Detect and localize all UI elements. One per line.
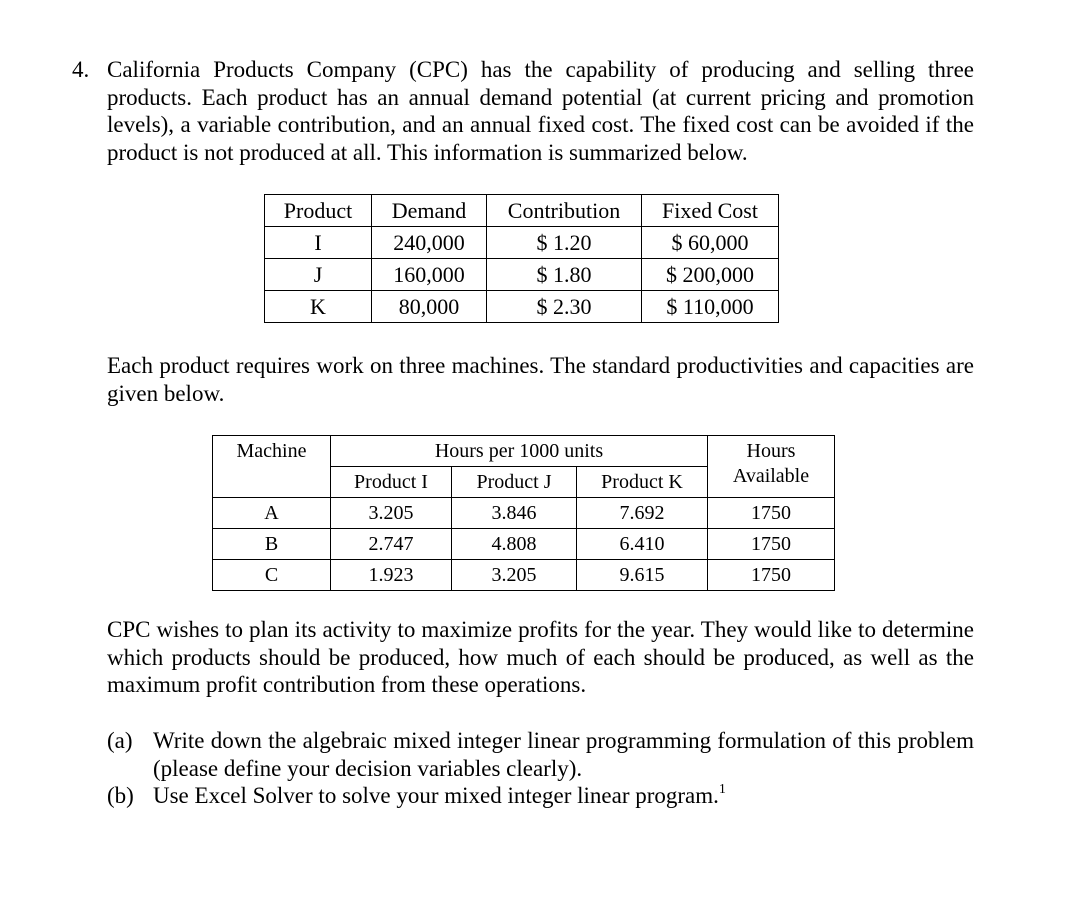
table-row — [265, 259, 779, 291]
header-contribution: Contribution — [487, 195, 642, 227]
cell-product-j: 3.846 — [452, 498, 577, 529]
cell-fixed-cost: $ 110,000 — [642, 291, 779, 323]
header-demand: Demand — [372, 195, 487, 227]
cell-machine: C — [213, 560, 331, 591]
cell-product: J — [265, 259, 372, 291]
header-product: Product — [265, 195, 372, 227]
part-a-label: (a) — [107, 728, 133, 753]
table-header-row — [213, 436, 835, 467]
cell-contribution: $ 2.30 — [487, 291, 642, 323]
footnote-marker: 1 — [718, 782, 726, 797]
table-row — [265, 291, 779, 323]
header-product-i: Product I — [331, 467, 452, 498]
cell-product: I — [265, 227, 372, 259]
cell-product-k: 9.615 — [577, 560, 708, 591]
cell-contribution: $ 1.20 — [487, 227, 642, 259]
cell-fixed-cost: $ 60,000 — [642, 227, 779, 259]
cell-machine: A — [213, 498, 331, 529]
header-product-k: Product K — [577, 467, 708, 498]
table-row — [265, 227, 779, 259]
cell-product-k: 7.692 — [577, 498, 708, 529]
cell-product-j: 3.205 — [452, 560, 577, 591]
cell-product: K — [265, 291, 372, 323]
header-product-j: Product J — [452, 467, 577, 498]
cell-hours-available: 1750 — [708, 560, 835, 591]
cell-product-k: 6.410 — [577, 529, 708, 560]
header-available: Available — [708, 467, 835, 498]
cell-demand: 240,000 — [372, 227, 487, 259]
machines-intro: Each product requires work on three machines. The standard productivities and capacities are given below. — [107, 353, 974, 406]
product-table — [264, 194, 779, 323]
part-a-text: Write down the algebraic mixed integer linear programming formulation of this problem (please define your decision variables clearly). — [153, 728, 974, 781]
cell-product-i: 3.205 — [331, 498, 452, 529]
table-row — [213, 498, 835, 529]
problem-statement — [72, 56, 974, 166]
table-header-row — [265, 195, 779, 227]
table-subheader-row — [213, 467, 835, 498]
header-machine: Machine — [213, 436, 331, 467]
cell-hours-available: 1750 — [708, 498, 835, 529]
cell-demand: 80,000 — [372, 291, 487, 323]
header-hours: Hours — [708, 436, 835, 467]
problem-number: 4. — [72, 57, 90, 82]
cell-contribution: $ 1.80 — [487, 259, 642, 291]
cell-product-i: 1.923 — [331, 560, 452, 591]
cell-hours-available: 1750 — [708, 529, 835, 560]
table-row — [213, 560, 835, 591]
table-row — [213, 529, 835, 560]
problem-intro: California Products Company (CPC) has the capability of producing and selling three products. Each product has an annual demand potential (at current pricing and promotion levels), a variable contribution, and an annual fixed cost. The fixed cost can be avoided if the product is not produced at all. This information is summarized below. — [107, 57, 974, 165]
header-hours-per-1000: Hours per 1000 units — [331, 436, 708, 467]
cell-product-i: 2.747 — [331, 529, 452, 560]
header-machine-blank — [213, 467, 331, 498]
cell-demand: 160,000 — [372, 259, 487, 291]
question-parts — [107, 727, 974, 810]
cell-fixed-cost: $ 200,000 — [642, 259, 779, 291]
part-a — [107, 727, 974, 782]
part-b-text: Use Excel Solver to solve your mixed integer linear program. — [153, 783, 719, 808]
part-b — [107, 782, 974, 810]
cell-machine: B — [213, 529, 331, 560]
machine-table — [212, 435, 835, 591]
part-b-label: (b) — [107, 783, 134, 808]
cell-product-j: 4.808 — [452, 529, 577, 560]
goal-statement: CPC wishes to plan its activity to maximize profits for the year. They would like to determine which products should be produced, how much of each should be produced, as well as the maximum profit contribution from these operations. — [107, 617, 974, 697]
header-fixed-cost: Fixed Cost — [642, 195, 779, 227]
